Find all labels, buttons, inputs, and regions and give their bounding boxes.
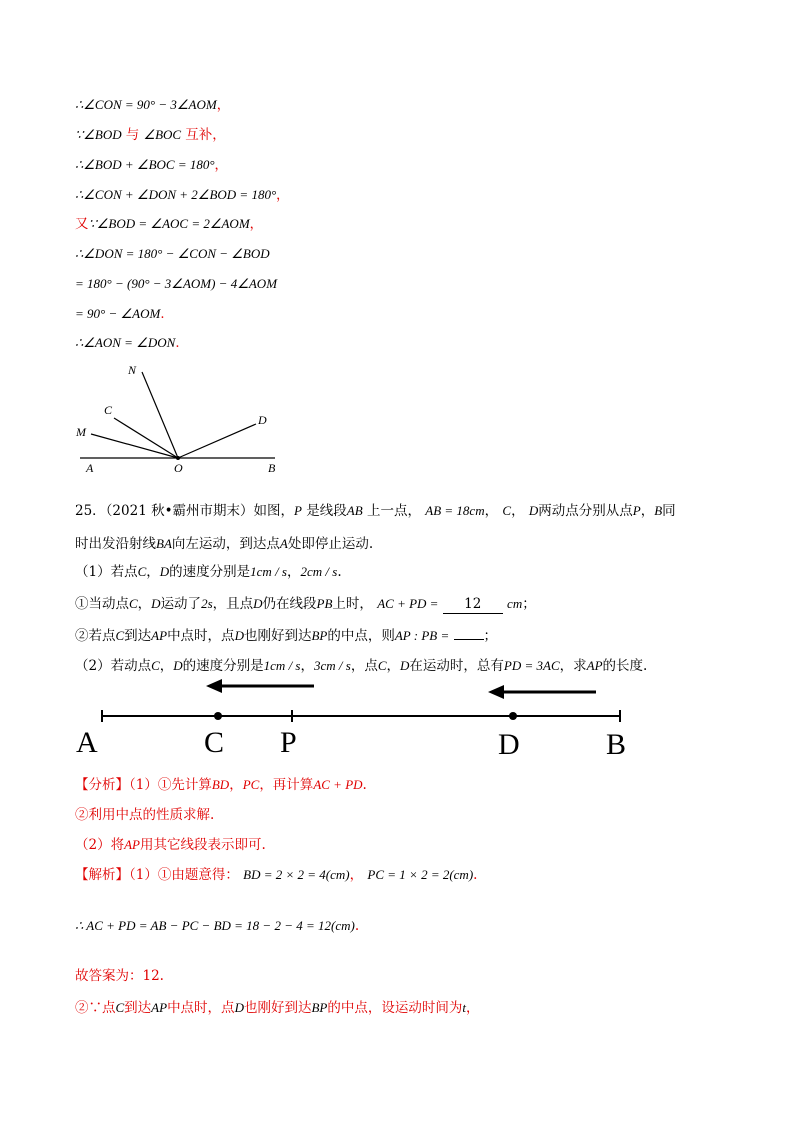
proof-line-7: = 180° − (90° − 3∠AOM) − 4∠AOM bbox=[75, 276, 278, 291]
analysis-line-3: （2）将AP用其它线段表示即可. bbox=[75, 837, 266, 853]
label-a: A bbox=[76, 726, 98, 759]
solution-line-2: ∴ AC + PD = AB − PC − BD = 18 − 2 − 4 = 12(cm). bbox=[75, 918, 360, 934]
arrow-d-head bbox=[488, 685, 504, 699]
angle-figure bbox=[70, 360, 300, 480]
answer-blank-1: 12 bbox=[443, 595, 503, 614]
arrow-c-head bbox=[206, 679, 222, 693]
point-d bbox=[509, 712, 517, 720]
point-c bbox=[214, 712, 222, 720]
proof-line-6: ∴∠DON = 180° − ∠CON − ∠BOD bbox=[75, 246, 270, 261]
analysis-line-1: 【分析】（1）①先计算BD，PC，再计算AC + PD. bbox=[75, 777, 367, 793]
q25-line-1: 25．（2021 秋•霸州市期末）如图，P 是线段AB 上一点， AB = 18cm， C， D两动点分别从点P，B同 bbox=[75, 503, 676, 519]
proof-line-8: = 90° − ∠AOM. bbox=[75, 306, 165, 322]
q25-part2: （2）若动点C，D的速度分别是1cm / s，3cm / s，点C，D在运动时，总有PD = 3AC，求AP的长度. bbox=[75, 658, 648, 674]
analysis-line-2: ②利用中点的性质求解. bbox=[75, 807, 215, 823]
proof-line-3: ∴∠BOD + ∠BOC = 180°， bbox=[75, 157, 228, 173]
label-m: M bbox=[76, 425, 86, 439]
segment-figure bbox=[70, 674, 640, 764]
q25-sub2: ②若点C到达AP中点时，点D也刚好到达BP的中点，则AP : PB = ； bbox=[75, 628, 498, 644]
proof-line-9: ∴∠AON = ∠DON. bbox=[75, 335, 180, 351]
solution-line-3: 故答案为：12. bbox=[75, 968, 164, 984]
analysis-tag: 【分析】 bbox=[75, 777, 129, 793]
ray-oc bbox=[114, 418, 178, 458]
proof-line-1: ∴∠CON = 90° − 3∠AOM， bbox=[75, 97, 230, 113]
point-o bbox=[176, 456, 180, 460]
proof-line-4: ∴∠CON + ∠DON + 2∠BOD = 180°， bbox=[75, 187, 290, 203]
proof-line-2: ∵∠BOD 与 ∠BOC 互补， bbox=[75, 127, 226, 143]
label-c: C bbox=[204, 726, 225, 759]
label-n: N bbox=[128, 363, 137, 377]
answer-blank-2 bbox=[454, 639, 484, 640]
q25-line-2: 时出发沿射线BA向左运动，到达点A处即停止运动. bbox=[75, 536, 374, 552]
label-p: P bbox=[280, 726, 297, 759]
label-d: D bbox=[258, 413, 267, 427]
label-c: C bbox=[104, 403, 113, 417]
solution-tag: 【解析】 bbox=[75, 867, 129, 883]
label-b: B bbox=[268, 461, 276, 475]
solution-line-1: 【解析】（1）①由题意得： BD = 2 × 2 = 4(cm)， PC = 1 × 2 = 2(cm). bbox=[75, 867, 478, 883]
ray-om bbox=[91, 434, 178, 458]
ray-od bbox=[178, 424, 256, 458]
solution-line-4: ②∵点C到达AP中点时，点D也刚好到达BP的中点，设运动时间为t， bbox=[75, 1000, 480, 1016]
label-d: D bbox=[498, 728, 520, 761]
q25-sub1: ①当动点C，D运动了2s，且点D仍在线段PB上时， AC + PD = 12 cm； bbox=[75, 596, 536, 612]
label-o: O bbox=[174, 461, 183, 475]
label-b: B bbox=[606, 728, 627, 761]
proof-line-5: 又∵∠BOD = ∠AOC = 2∠AOM， bbox=[75, 216, 263, 232]
ray-on bbox=[142, 372, 178, 458]
q25-part1: （1）若点C，D的速度分别是1cm / s，2cm / s. bbox=[75, 564, 342, 580]
label-a: A bbox=[86, 461, 94, 475]
